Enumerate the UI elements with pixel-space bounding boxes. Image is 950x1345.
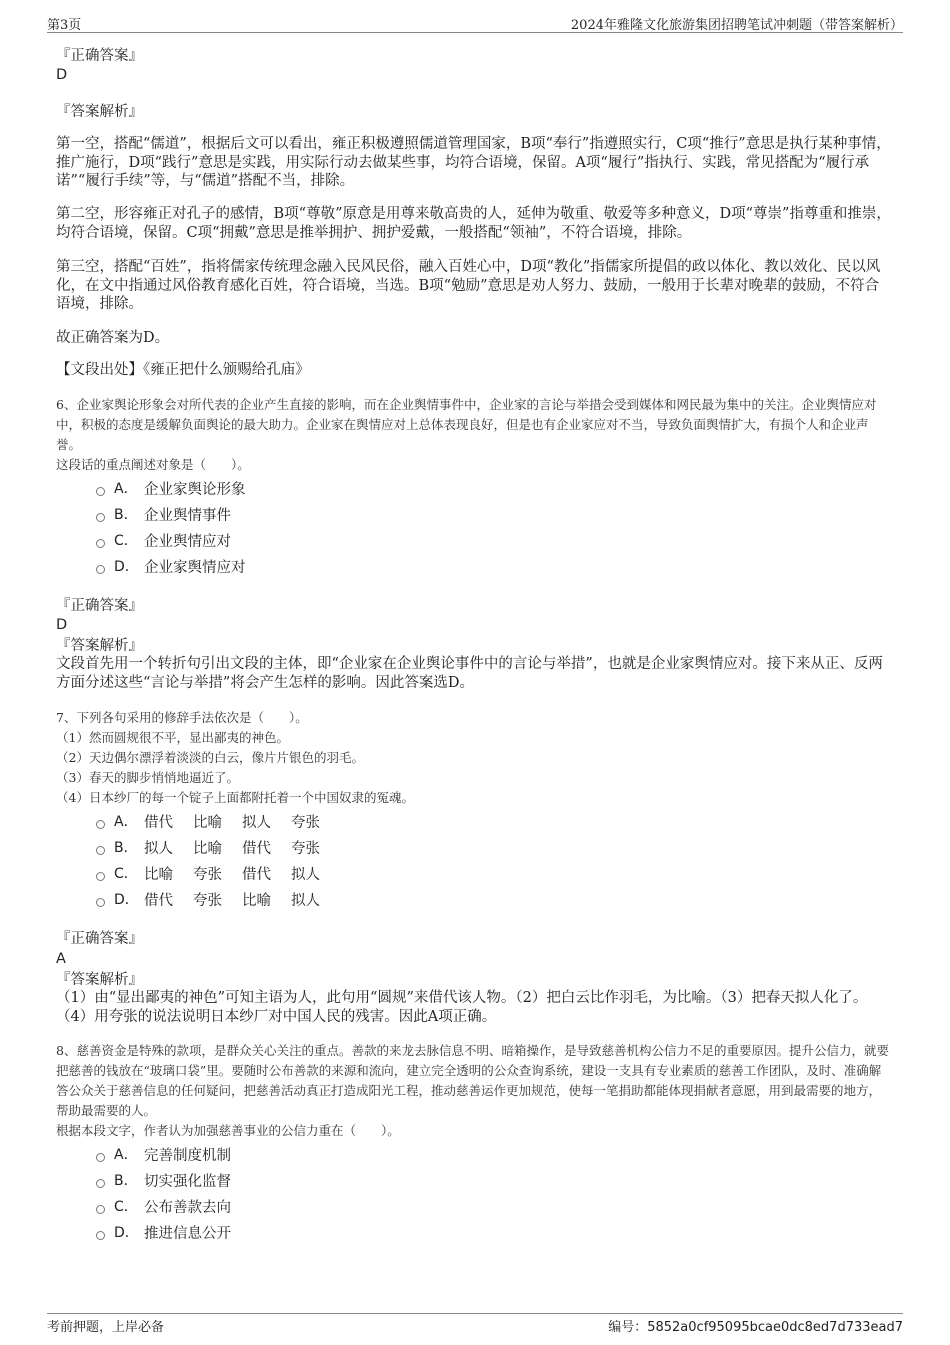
q7-item-4: （4）日本纱厂的每一个锭子上面都附托着一个中国奴隶的冤魂。 <box>56 790 414 805</box>
q7-item-2: （2）天边偶尔漂浮着淡淡的白云，像片片银色的羽毛。 <box>56 750 364 765</box>
q7-item-1: （1）然而圆规很不平，显出鄙夷的神色。 <box>56 730 289 745</box>
q7-item-3: （3）春天的脚步悄悄地逼近了。 <box>56 770 239 785</box>
radio-icon[interactable] <box>96 1153 105 1162</box>
q7-answer: A <box>56 951 66 967</box>
q7-option-b[interactable]: B． 拟人 比喻 借代 夸张 <box>96 834 340 860</box>
document-code: 编号：5852a0cf95095bcae0dc8ed7d733ead7 <box>608 1320 903 1335</box>
q6-stem: 6、企业家舆论形象会对所代表的企业产生直接的影响，而在企业舆情事件中，企业家的言论与举措会受到媒体和网民最为集中的关注。企业舆情应对中，积极的态度是缓解负面舆论的最大助力。企业家在舆情应对上总体表现良好，但是也有企业家应对不当，导致负面舆情扩大，有损个人和企业声誉。 <box>56 397 877 452</box>
page-header <box>47 12 903 33</box>
q6-answer: D <box>56 617 68 633</box>
q6-option-d[interactable]: D． 企业家舆情应对 <box>96 553 246 579</box>
radio-icon[interactable] <box>96 487 105 496</box>
q6-analysis: 文段首先用一个转折句引出文段的主体，即“企业家在企业舆论事件中的言论与举措”，也就是企业家舆情应对。接下来从正、反两方面分述这些“言论与举措”将会产生怎样的影响。因此答案选D。 <box>56 656 883 691</box>
q7-answer-label: 『正确答案』 <box>56 931 143 947</box>
radio-icon[interactable] <box>96 539 105 548</box>
radio-icon[interactable] <box>96 898 105 907</box>
q7-option-d[interactable]: D． 借代 夸张 比喻 拟人 <box>96 886 340 912</box>
radio-icon[interactable] <box>96 872 105 881</box>
q6-option-c[interactable]: C． 企业舆情应对 <box>96 527 246 553</box>
radio-icon[interactable] <box>96 565 105 574</box>
q6-options <box>96 475 246 579</box>
q5-source: 【文段出处】《雍正把什么颁赐给孔庙》 <box>56 362 310 378</box>
q7-option-a[interactable]: A． 借代 比喻 拟人 夸张 <box>96 808 340 834</box>
q7-option-c[interactable]: C． 比喻 夸张 借代 拟人 <box>96 860 340 886</box>
radio-icon[interactable] <box>96 1179 105 1188</box>
q5-conclusion: 故正确答案为D。 <box>56 330 170 346</box>
q8-option-c[interactable]: C． 公布善款去向 <box>96 1193 231 1219</box>
radio-icon[interactable] <box>96 1205 105 1214</box>
q7-analysis-label: 『答案解析』 <box>56 972 143 988</box>
q8-stem: 8、慈善资金是特殊的款项，是群众关心关注的重点。善款的来龙去脉信息不明、暗箱操作，是导致慈善机构公信力不足的重要原因。提升公信力，就要把慈善的钱放在“玻璃口袋”里。要随时公布善款的来源和流向，建立完全透明的公众查询系统，建设一支具有专业素质的慈善工作团队，及时、准确解答公众关于慈善信息的任何疑问，把慈善活动真正打造成阳光工程，推动慈善运作更加规范，使每一笔捐助都能体现捐献者意愿，用到最需要的地方，帮助最需要的人。 <box>56 1043 889 1118</box>
q8-option-a[interactable]: A． 完善制度机制 <box>96 1141 231 1167</box>
q7-options <box>96 808 340 912</box>
q5-analysis-label: 『答案解析』 <box>56 104 143 120</box>
page-number: 第3页 <box>47 18 82 33</box>
q8-option-d[interactable]: D． 推进信息公开 <box>96 1219 231 1245</box>
q6-analysis-label: 『答案解析』 <box>56 638 143 654</box>
q5-answer-label: 『正确答案』 <box>56 48 143 64</box>
document-title: 2024年雅隆文化旅游集团招聘笔试冲刺题（带答案解析） <box>570 18 903 33</box>
q6-answer-label: 『正确答案』 <box>56 598 143 614</box>
q7-stem: 7、下列各句采用的修辞手法依次是（ ）。 <box>56 710 308 725</box>
page-footer <box>47 1313 903 1334</box>
q6-question: 这段话的重点阐述对象是（ ）。 <box>56 457 250 472</box>
q5-analysis-para-1: 第一空，搭配“儒道”，根据后文可以看出，雍正积极遵照儒道管理国家，B项“奉行”指遵照实行，C项“推行”意思是执行某种事情，推广施行，D项“践行”意思是实践，用实际行动去做某些事，均符合语境，保留。A项“履行”指执行、实践，常见搭配为“履行承诺”“履行手续”等，与“儒道”搭配不当，排除。 <box>56 136 891 189</box>
q8-options <box>96 1141 231 1245</box>
radio-icon[interactable] <box>96 846 105 855</box>
q8-question: 根据本段文字，作者认为加强慈善事业的公信力重在（ ）。 <box>56 1123 400 1138</box>
q5-analysis-para-2: 第二空，形容雍正对孔子的感情，B项“尊敬”原意是用尊来敬高贵的人，延伸为敬重、敬爱等多种意义，D项“尊崇”指尊重和推崇，均符合语境，保留。C项“拥戴”意思是推举拥护、拥护爱戴，一般搭配“领袖”，不符合语境，排除。 <box>56 206 891 241</box>
q8-option-b[interactable]: B． 切实强化监督 <box>96 1167 231 1193</box>
radio-icon[interactable] <box>96 1231 105 1240</box>
radio-icon[interactable] <box>96 513 105 522</box>
q5-analysis-para-3: 第三空，搭配“百姓”，指将儒家传统理念融入民风民俗，融入百姓心中，D项“教化”指儒家所提倡的政以体化、教以效化、民以风化，在文中指通过风俗教育感化百姓，符合语境，当选。B项“勉励”意思是劝人努力、鼓励，一般用于长辈对晚辈的鼓励，不符合语境，排除。 <box>56 259 881 312</box>
q6-option-b[interactable]: B． 企业舆情事件 <box>96 501 246 527</box>
q5-answer: D <box>56 67 68 83</box>
q6-option-a[interactable]: A． 企业家舆论形象 <box>96 475 246 501</box>
radio-icon[interactable] <box>96 820 105 829</box>
footer-slogan: 考前押题，上岸必备 <box>47 1320 165 1335</box>
q7-analysis: （1）由“显出鄙夷的神色”可知主语为人，此句用“圆规”来借代该人物。（2）把白云比作羽毛，为比喻。（3）把春天拟人化了。（4）用夸张的说法说明日本纱厂对中国人民的残害。因此A项正确。 <box>56 990 868 1025</box>
